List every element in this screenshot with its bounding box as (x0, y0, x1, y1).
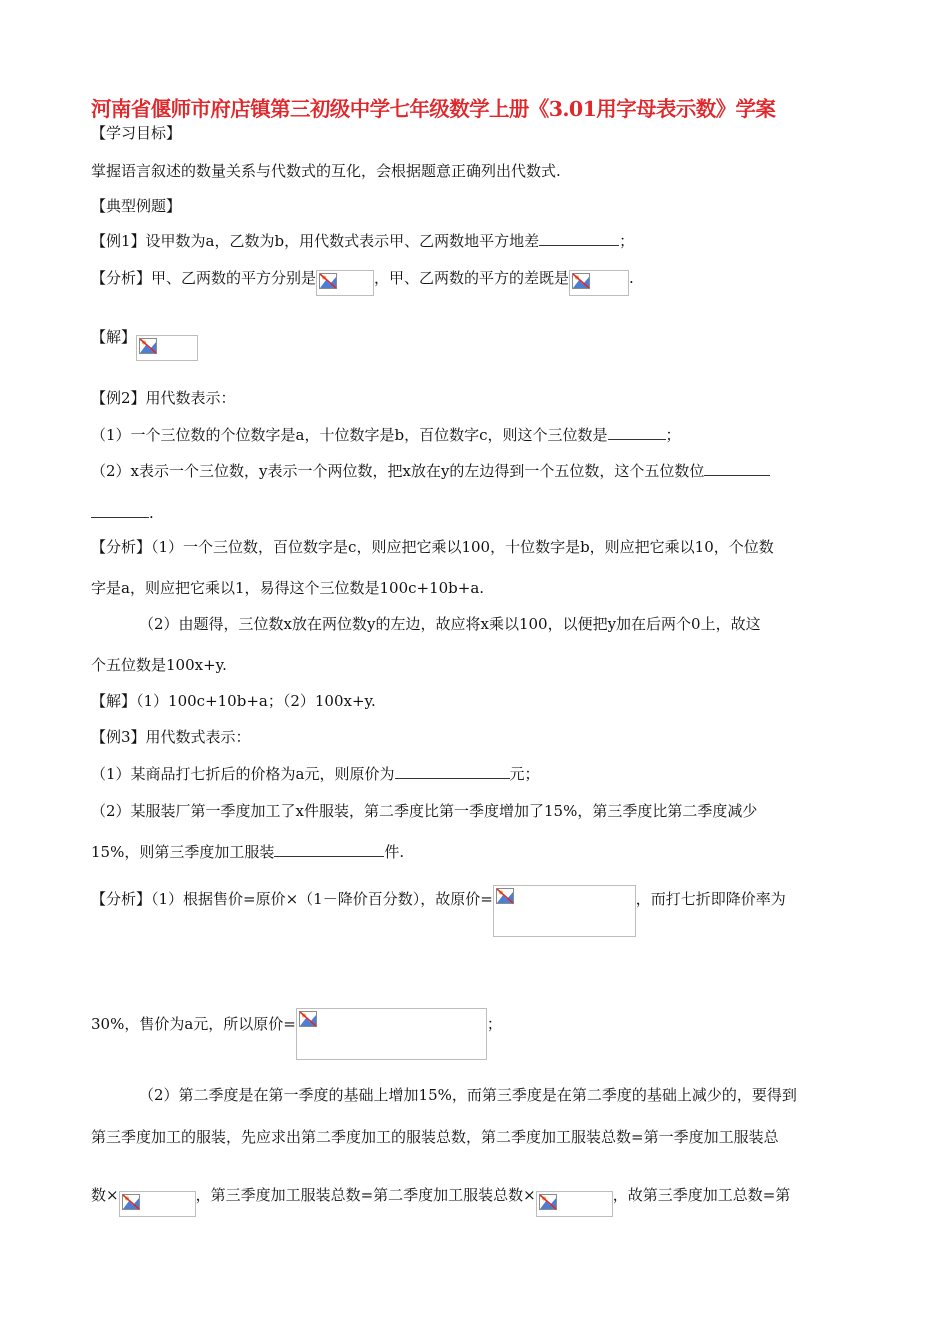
broken-image-icon (139, 338, 157, 354)
ex3-part2-text: 15%，则第三季度加工服装 (91, 843, 275, 861)
broken-image-icon (122, 1194, 140, 1210)
ex3-analysis-line3: （2）第二季度是在第一季度的基础上增加15%，而第三季度是在第二季度的基础上减少的，要得到 (139, 1086, 797, 1104)
ex2-part2-blank (704, 461, 770, 476)
ex2-part1-end: ； (665, 426, 681, 444)
formula-image (316, 270, 374, 296)
ex3-part1-text: （1）某商品打七折后的价格为a元，则原价为 (91, 765, 395, 783)
ex1-analysis-text-b: ，甲、乙两数的平方的差既是 (374, 269, 570, 287)
page-title: 河南省偃师市府店镇第三初级中学七年级数学上册《3.01用字母表示数》学案 (91, 97, 776, 121)
ex3-question: 【例3】用代数式表示： (91, 728, 251, 746)
broken-image-icon (299, 1011, 317, 1027)
ex2-analysis-line2: 字是a，则应把它乘以1，易得这个三位数是100c+10b+a. (91, 579, 485, 597)
ex2-part1-text: （1）一个三位数的个位数字是a，十位数字是b，百位数字c，则这个三位数是 (91, 426, 608, 444)
ex2-part1 (91, 425, 681, 445)
formula-image (536, 1191, 613, 1217)
section-heading-examples: 【典型例题】 (91, 197, 182, 215)
goal-text: 掌握语言叙述的数量关系与代数式的互化，会根据题意正确列出代数式. (91, 162, 561, 180)
ex3-part1-end: 元； (509, 765, 540, 783)
ex3-part2-line1: （2）某服装厂第一季度加工了x件服装，第二季度比第一季度增加了15%，第三季度比第二季度减少 (91, 802, 758, 820)
ex3-analysis-text-b: ，而打七折即降价率为 (635, 890, 786, 908)
ex2-analysis-line1: 【分析】（1）一个三位数，百位数字是c，则应把它乘以100，十位数字是b，则应把它乘以10，个位数 (91, 538, 774, 556)
ex3-part1-blank (395, 764, 510, 779)
ex3-analysis-line2 (91, 1014, 502, 1066)
broken-image-icon (496, 888, 514, 904)
ex2-part2-blank-cont (91, 503, 149, 518)
ex2-analysis-line3: （2）由题得，三位数x放在两位数y的左边，故应将x乘以100，以便把y加在后两个0上，故这 (139, 615, 761, 633)
ex3-analysis-text-f: ，第三季度加工服装总数=第二季度加工服装总数× (195, 1186, 536, 1204)
ex3-part2-blank (274, 842, 384, 857)
ex1-question-text: 【例1】设甲数为a，乙数为b，用代数式表示甲、乙两数地平方地差 (91, 232, 540, 250)
ex3-analysis-text-d: ； (486, 1015, 502, 1033)
formula-image (296, 1008, 487, 1060)
ex1-question-end: ； (619, 232, 635, 250)
ex3-analysis-text-a: 【分析】（1）根据售价=原价×（1－降价百分数），故原价= (91, 890, 493, 908)
ex2-part2 (91, 461, 770, 481)
ex2-part1-blank (608, 425, 666, 440)
ex3-analysis-line5 (91, 1185, 790, 1211)
broken-image-icon (319, 273, 337, 289)
ex2-part2-cont (91, 503, 154, 523)
broken-image-icon (572, 273, 590, 289)
formula-image (136, 335, 198, 361)
ex1-solution-label: 【解】 (91, 328, 137, 346)
ex2-question: 【例2】用代数表示： (91, 389, 236, 407)
ex3-part1 (91, 764, 540, 784)
ex2-analysis-line4: 个五位数是100x+y. (91, 656, 227, 674)
ex3-analysis-line4: 第三季度加工的服装，先应求出第二季度加工的服装总数，第二季度加工服装总数=第一季度加工服装总 (91, 1128, 779, 1146)
ex1-analysis-text-a: 【分析】甲、乙两数的平方分别是 (91, 269, 317, 287)
formula-image (493, 885, 636, 937)
ex3-analysis-line1 (91, 889, 786, 941)
ex3-part2-line2 (91, 842, 404, 862)
ex3-analysis-text-c: 30%，售价为a元，所以原价= (91, 1015, 296, 1033)
ex1-solution (91, 327, 198, 353)
formula-image (569, 270, 629, 296)
section-heading-goal: 【学习目标】 (91, 124, 182, 142)
ex3-part2-end: 件. (384, 843, 405, 861)
ex1-analysis-text-c: . (629, 269, 634, 287)
ex2-part2-end: . (149, 504, 154, 522)
ex1-question (91, 231, 634, 251)
ex2-part2-text: （2）x表示一个三位数，y表示一个两位数，把x放在y的左边得到一个五位数，这个五位数位 (91, 462, 705, 480)
ex2-solution: 【解】（1）100c+10b+a；（2）100x+y. (91, 692, 376, 710)
ex3-analysis-text-g: ，故第三季度加工总数=第 (612, 1186, 791, 1204)
ex1-analysis (91, 268, 634, 294)
formula-image (119, 1191, 196, 1217)
ex3-analysis-text-e: 数× (91, 1186, 119, 1204)
ex1-answer-blank (539, 231, 619, 246)
broken-image-icon (539, 1194, 557, 1210)
